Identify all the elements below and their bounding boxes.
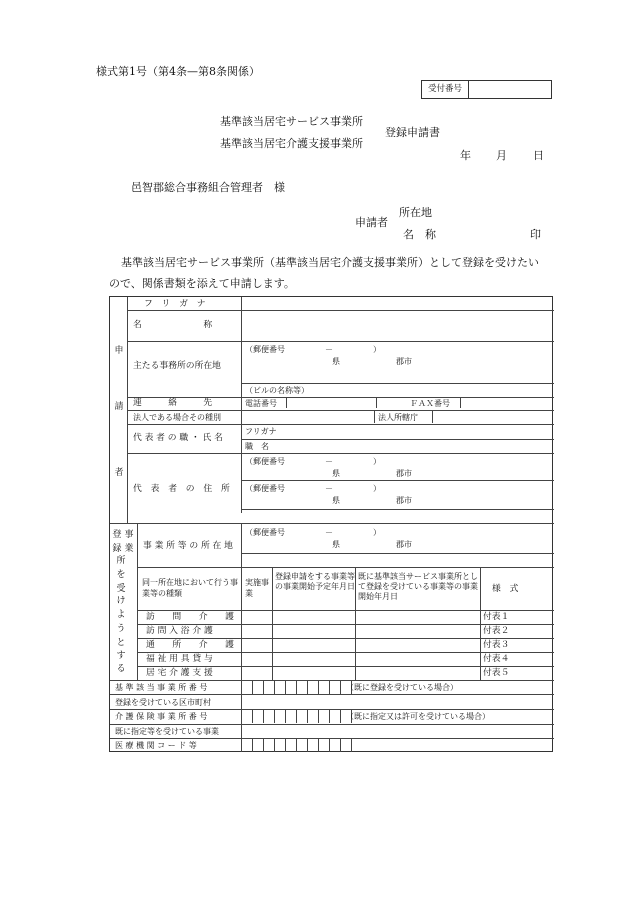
footer-medical-code: 医 療 機 関 コ ー ド 等 (115, 741, 197, 750)
rep-address-postal-1: （郵便番号 － ） (245, 457, 381, 466)
service-row-1-name: 訪 問 介 護 (146, 612, 234, 622)
office-side-char-a5: け (116, 596, 126, 606)
footer-care-insurance-note: （既に指定又は許可を受けている場合） (346, 712, 490, 721)
rep-furigana-label: フリガナ (245, 427, 277, 436)
rep-address-city-2: 郡市 (396, 496, 412, 505)
applicant-side-char-1: 申 (114, 346, 124, 356)
office-side-char-a8: と (116, 638, 126, 648)
service-row-1-form: 付表１ (483, 612, 510, 622)
rep-address-pref-2: 県 (332, 496, 340, 505)
corp-type-label: 法人である場合その種別 (133, 413, 221, 422)
service-row-3-name: 通 所 介 護 (146, 640, 234, 650)
footer-base-office-number: 基 準 該 当 事 業 所 番 号 (115, 683, 208, 692)
title-line2: 基準該当居宅介護支援事業所 (220, 137, 363, 150)
body-line2: ので、関係書類を添えて申請します。 (109, 277, 295, 290)
title-line1: 基準該当居宅サービス事業所 (220, 115, 363, 128)
service-row-5-form: 付表５ (483, 668, 510, 678)
seal-mark: 印 (530, 228, 541, 241)
corp-office-label: 法人所轄庁 (378, 413, 418, 422)
office-side-char-a10: る (116, 664, 126, 674)
building-name-label: （ビルの名称等） (245, 386, 309, 395)
office-side-char-a7: う (116, 624, 126, 634)
footer-designated-business: 既に指定等を受けている事業 (115, 727, 219, 736)
contact-label: 連 絡 先 (133, 398, 213, 408)
col-existing-header: 既に基準該当サービス事業所として登録を受けている事業等の事業開始年月日 (358, 572, 478, 601)
footer-care-insurance-number: 介 護 保 険 事 業 所 番 号 (115, 712, 208, 721)
office-side-char-a4: 受 (116, 584, 126, 594)
rep-position-label: 職 名 (245, 442, 269, 451)
addressee: 邑智郡総合事務組合管理者 様 (131, 181, 285, 194)
office-side-char-a9: す (116, 651, 126, 661)
footer-registered-municipality: 登録を受けている区市町村 (115, 698, 211, 707)
office-side-char-a6: よ (116, 610, 126, 620)
rep-name-label: 代 表 者 の 職 ・ 氏 名 (133, 433, 223, 443)
office-location-label: 事 業 所 等 の 所 在 地 (143, 541, 233, 551)
col-impl-header: 実施事業 (245, 578, 269, 598)
receipt-label: 受付番号 (422, 81, 469, 98)
office-city: 郡市 (396, 540, 412, 549)
date-day: 日 (533, 149, 544, 162)
rep-address-city-1: 郡市 (396, 469, 412, 478)
name-label: 名 称 (133, 320, 213, 330)
furigana-label: フ リ ガ ナ (144, 299, 206, 309)
office-side-char-a1: 登 (112, 530, 122, 540)
applicant-location-label: 所在地 (399, 206, 432, 219)
form-number: 様式第1号（第4条—第8条関係） (96, 65, 260, 78)
applicant-side-char-2: 請 (114, 402, 124, 412)
receipt-number-box (421, 80, 552, 99)
office-side-char-b3: 所 (116, 556, 126, 566)
office-pref: 県 (332, 540, 340, 549)
applicant-name-label: 名 称 (403, 228, 436, 241)
date-year: 年 (460, 149, 471, 162)
footer-base-office-note: （既に登録を受けている場合） (346, 683, 458, 692)
date-month: 月 (496, 149, 507, 162)
main-office-pref: 県 (332, 357, 340, 366)
col-form-header: 様 式 (492, 584, 519, 594)
applicant-label: 申請者 (355, 216, 388, 229)
col-type-header: 同一所在地において行う事業等の種類 (142, 578, 238, 598)
service-row-5-name: 居 宅 介 護 支 援 (146, 668, 213, 678)
col-start-header: 登録申請をする事業等の事業開始予定年月日 (275, 572, 355, 591)
office-side-char-b1: 事 (124, 530, 134, 540)
service-row-4-form: 付表４ (483, 654, 510, 664)
office-side-char-a2: 録 (112, 544, 122, 554)
applicant-side-char-3: 者 (114, 468, 124, 478)
service-row-4-name: 福 祉 用 具 貸 与 (146, 654, 213, 664)
rep-address-label: 代 表 者 の 住 所 (133, 484, 230, 494)
title-suffix: 登録申請書 (385, 126, 440, 139)
service-row-3-form: 付表３ (483, 640, 510, 650)
service-row-2-name: 訪 問 入 浴 介 護 (146, 626, 213, 636)
main-office-city: 郡市 (396, 357, 412, 366)
service-row-2-form: 付表２ (483, 626, 510, 636)
office-postal: （郵便番号 － ） (245, 528, 381, 537)
body-line1: 基準該当居宅サービス事業所（基準該当居宅介護支援事業所）として登録を受けたい (121, 256, 539, 269)
phone-label: 電話番号 (245, 399, 277, 408)
application-form-table (109, 296, 553, 752)
rep-address-pref-1: 県 (332, 469, 340, 478)
fax-label: ＦＡＸ番号 (410, 399, 450, 408)
rep-address-postal-2: （郵便番号 － ） (245, 484, 381, 493)
main-office-label: 主たる事務所の所在地 (133, 361, 221, 371)
main-office-postal: （郵便番号 － ） (245, 345, 381, 354)
office-side-char-b2: 業 (124, 544, 134, 554)
office-side-char-a3: を (116, 570, 126, 580)
